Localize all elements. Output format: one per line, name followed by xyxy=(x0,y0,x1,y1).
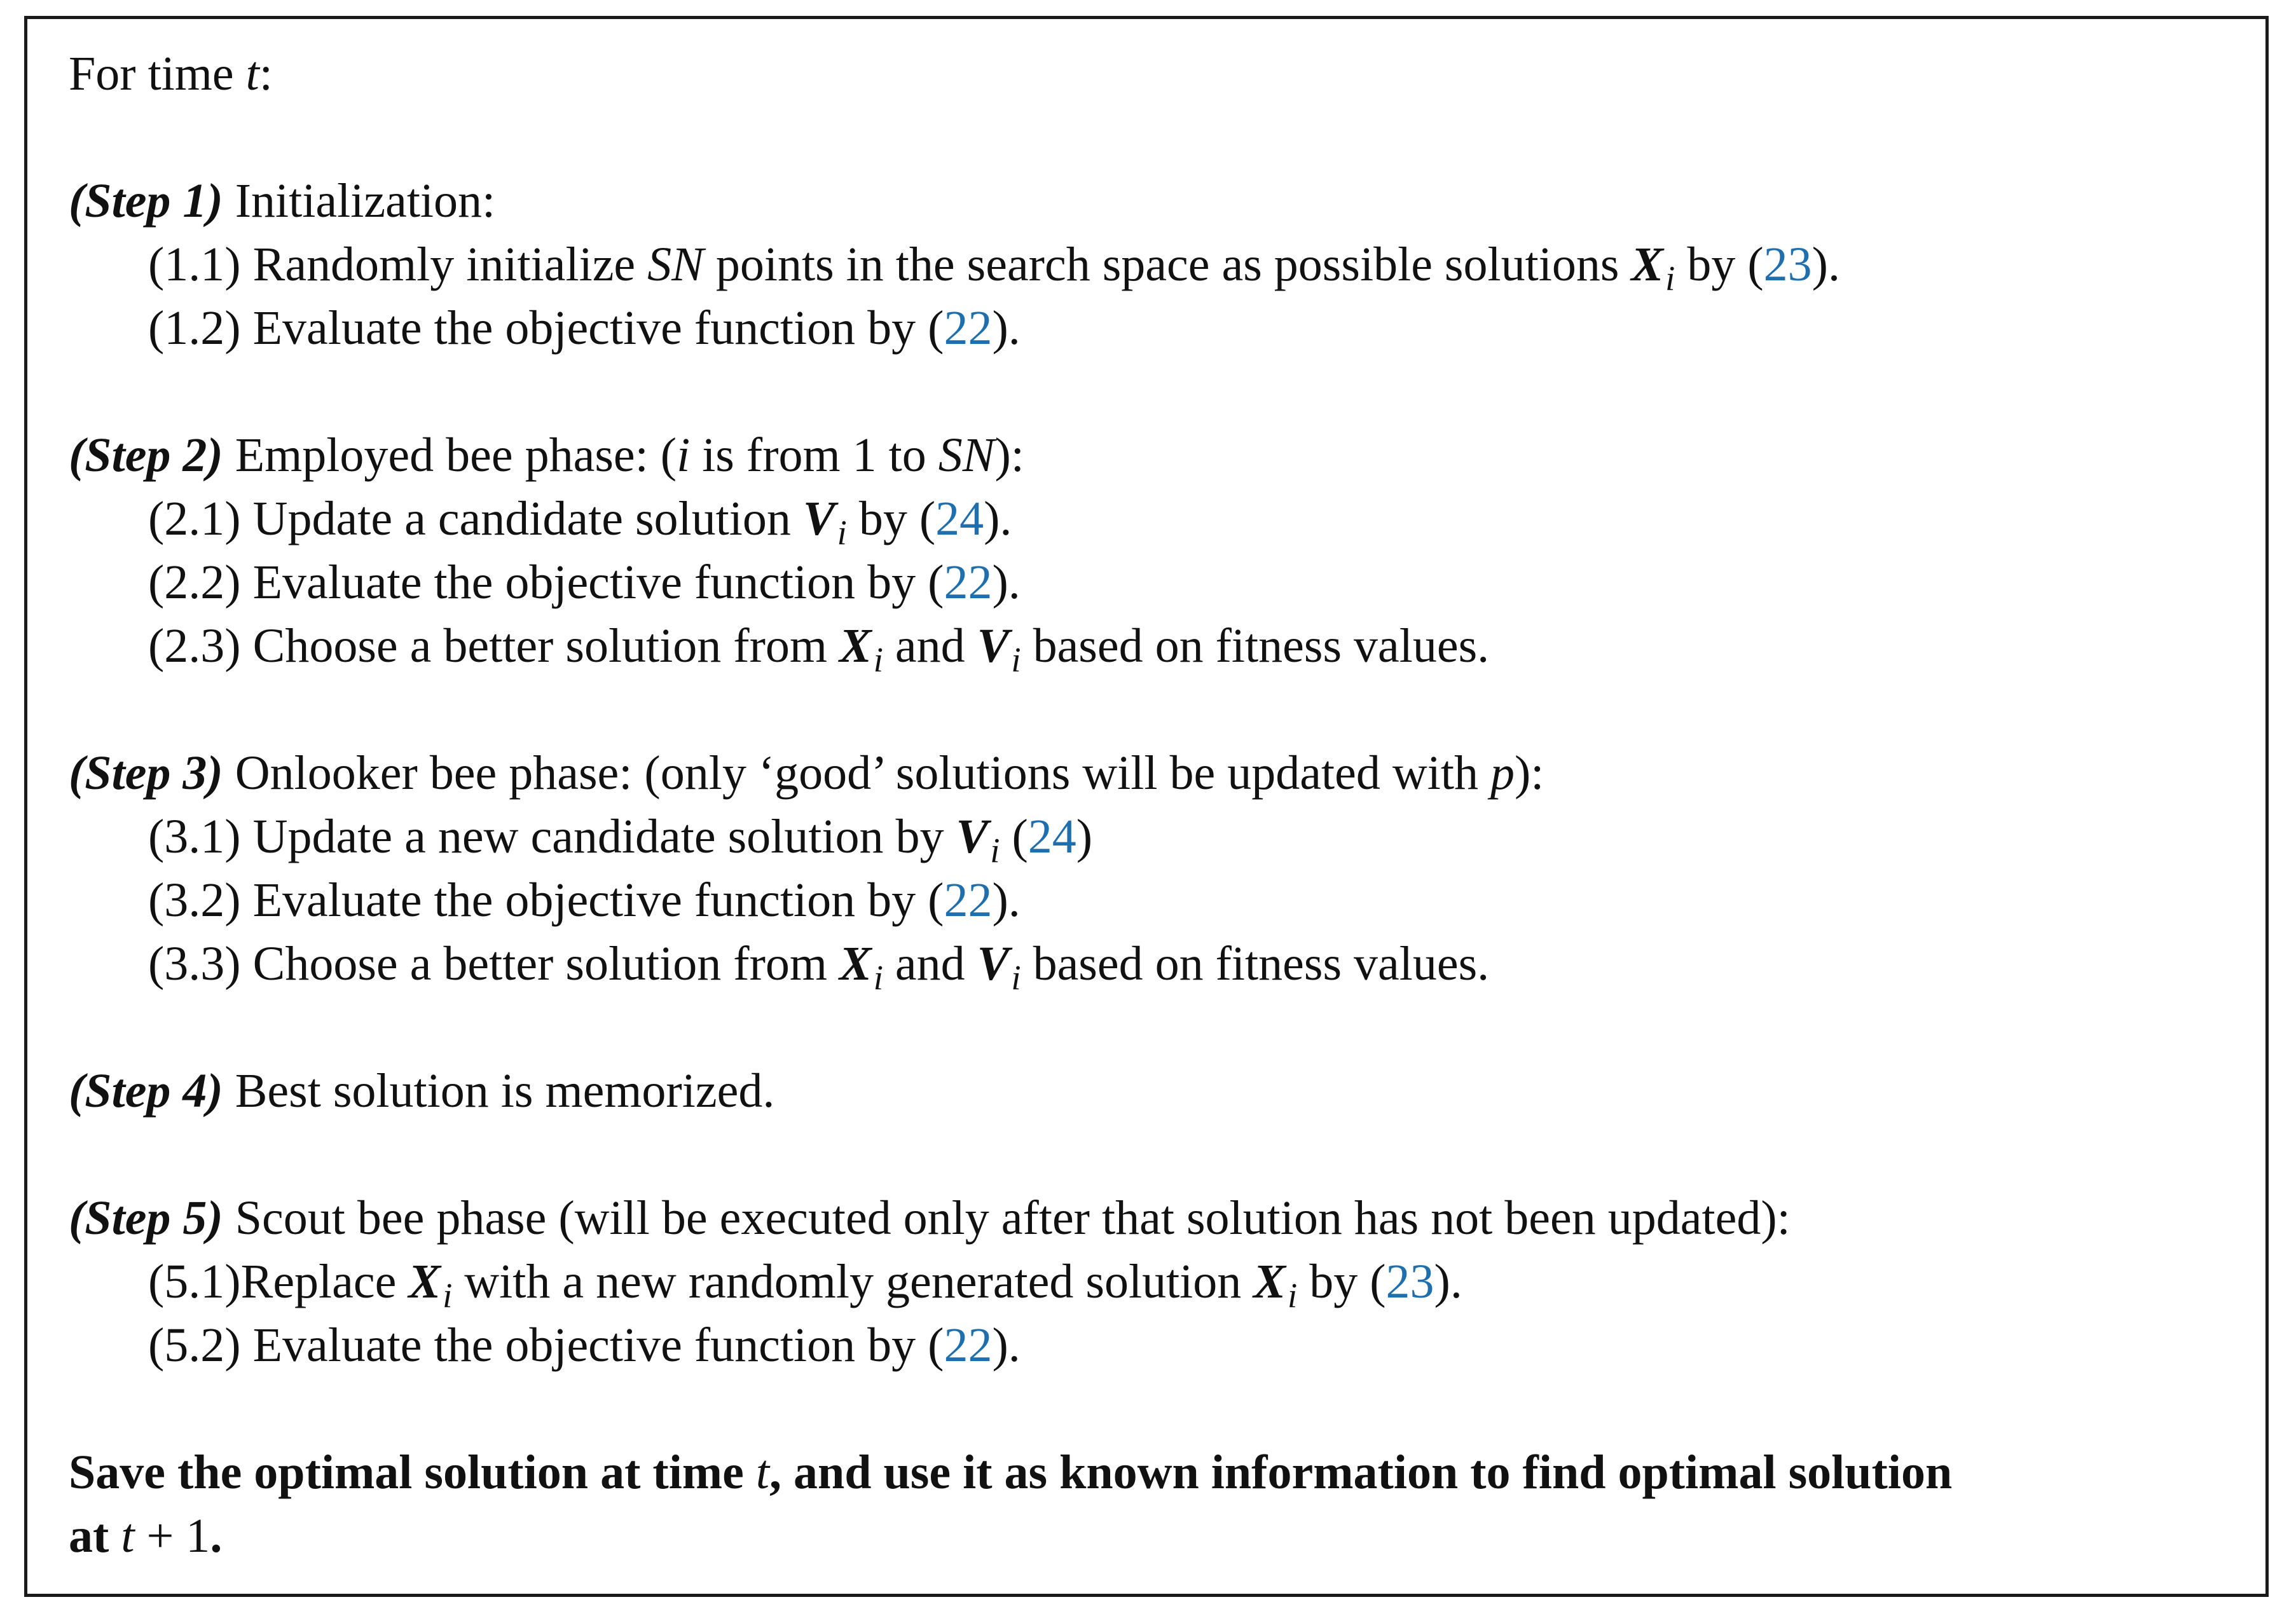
step3-label: (Step 3) xyxy=(69,746,223,800)
step2-title-c: ): xyxy=(994,428,1024,482)
step5-1-b: with a new randomly generated solution xyxy=(452,1255,1254,1308)
step2-2 xyxy=(148,551,1021,614)
step3-3-a: Choose a better solution from xyxy=(252,937,840,990)
subscript-i: i xyxy=(1665,259,1675,298)
step5-2-a: Evaluate the objective function by ( xyxy=(252,1318,944,1372)
step5-1-d: ). xyxy=(1434,1255,1462,1308)
step2-title-b: is from 1 to xyxy=(690,428,938,482)
step3-title-b: ): xyxy=(1514,746,1544,800)
step1-2-num: (1.2) xyxy=(148,301,253,355)
step5-label: (Step 5) xyxy=(69,1191,223,1245)
algorithm-box xyxy=(24,16,2269,1597)
eq-ref-link[interactable]: 24 xyxy=(935,492,984,545)
step2-3-c: based on fitness values. xyxy=(1021,619,1490,673)
step3-1-a: Update a new candidate solution by xyxy=(252,810,956,863)
sn-var: SN xyxy=(647,238,704,291)
step2-title: Employed bee phase: ( xyxy=(223,428,677,482)
subscript-i: i xyxy=(873,640,883,680)
t-var: t xyxy=(755,1446,769,1499)
step5-2-num: (5.2) xyxy=(148,1318,253,1372)
step3-2 xyxy=(148,868,1021,932)
eq-ref-link[interactable]: 22 xyxy=(944,301,993,355)
step1-1-d: ). xyxy=(1811,238,1840,291)
step3-1-b: ( xyxy=(1000,810,1028,863)
subscript-i: i xyxy=(837,513,847,552)
step3-1-num: (3.1) xyxy=(148,810,253,863)
vector-x: X xyxy=(1253,1255,1286,1308)
step2-label: (Step 2) xyxy=(69,428,223,482)
step3-2-num: (3.2) xyxy=(148,873,253,927)
step2-1-c: ). xyxy=(984,492,1012,545)
final-line-2 xyxy=(69,1504,222,1568)
step3-3-c: based on fitness values. xyxy=(1021,937,1490,990)
final-text-c: at xyxy=(69,1509,121,1563)
step2-1 xyxy=(148,487,1012,551)
vector-v: V xyxy=(802,492,835,545)
step1-title: Initialization: xyxy=(223,174,496,228)
vector-v: V xyxy=(977,937,1010,990)
eq-ref-link[interactable]: 22 xyxy=(944,873,993,927)
step3-1-c: ) xyxy=(1076,810,1093,863)
step1-1 xyxy=(148,233,1840,296)
intro-var: t xyxy=(245,47,259,100)
step1-2-a: Evaluate the objective function by ( xyxy=(252,301,944,355)
step1-2 xyxy=(148,296,1021,360)
t-var: t xyxy=(121,1509,135,1563)
subscript-i: i xyxy=(873,958,883,997)
eq-ref-link[interactable]: 23 xyxy=(1385,1255,1434,1308)
final-text-d: . xyxy=(210,1509,223,1563)
intro-suffix: : xyxy=(259,47,273,100)
intro-prefix: For time xyxy=(69,47,246,100)
step3-3 xyxy=(148,932,1489,996)
step3-3-b: and xyxy=(883,937,977,990)
step2-heading xyxy=(69,423,1024,487)
step3-heading xyxy=(69,741,1544,805)
eq-ref-link[interactable]: 24 xyxy=(1028,810,1076,863)
step2-3 xyxy=(148,614,1489,678)
intro-line xyxy=(69,42,273,106)
subscript-i: i xyxy=(1011,640,1021,680)
step2-3-b: and xyxy=(883,619,977,673)
step2-3-a: Choose a better solution from xyxy=(252,619,840,673)
step3-1 xyxy=(148,805,1092,868)
vector-v: V xyxy=(956,810,989,863)
eq-ref-link[interactable]: 22 xyxy=(944,556,993,609)
subscript-i: i xyxy=(1011,958,1021,997)
eq-ref-link[interactable]: 23 xyxy=(1763,238,1812,291)
subscript-i: i xyxy=(1288,1276,1298,1315)
eq-ref-link[interactable]: 22 xyxy=(944,1318,993,1372)
subscript-i: i xyxy=(443,1276,453,1315)
step5-2 xyxy=(148,1313,1021,1377)
step5-1-a: Replace xyxy=(240,1255,409,1308)
step1-1-num: (1.1) xyxy=(148,238,253,291)
step4-heading xyxy=(69,1059,774,1123)
step2-1-a: Update a candidate solution xyxy=(252,492,803,545)
step5-1-num: (5.1) xyxy=(148,1255,241,1308)
final-text-b: , and use it as known information to find optimal solution xyxy=(769,1446,1953,1499)
plus-one: + 1 xyxy=(134,1509,210,1563)
final-text-a: Save the optimal solution at time xyxy=(69,1446,756,1499)
step1-label: (Step 1) xyxy=(69,174,223,228)
step3-title: Onlooker bee phase: (only ‘good’ solutions will be updated with xyxy=(223,746,1490,800)
p-var: p xyxy=(1490,746,1515,800)
step4-title: Best solution is memorized. xyxy=(223,1064,775,1118)
step5-heading xyxy=(69,1186,1791,1250)
step3-3-num: (3.3) xyxy=(148,937,253,990)
i-var: i xyxy=(677,428,691,482)
step1-1-a: Randomly initialize xyxy=(252,238,648,291)
vector-x: X xyxy=(839,619,872,673)
vector-v: V xyxy=(977,619,1010,673)
final-line-1 xyxy=(69,1441,1952,1504)
step2-3-num: (2.3) xyxy=(148,619,253,673)
step2-2-a: Evaluate the objective function by ( xyxy=(252,556,944,609)
vector-x: X xyxy=(408,1255,441,1308)
step1-1-b: points in the search space as possible solutions xyxy=(703,238,1632,291)
step2-1-b: by ( xyxy=(846,492,936,545)
step5-1 xyxy=(148,1250,1462,1313)
step3-2-b: ). xyxy=(992,873,1021,927)
step5-1-c: by ( xyxy=(1297,1255,1386,1308)
step2-2-num: (2.2) xyxy=(148,556,253,609)
step1-heading xyxy=(69,169,495,233)
step2-1-num: (2.1) xyxy=(148,492,253,545)
step2-2-b: ). xyxy=(992,556,1021,609)
step1-2-b: ). xyxy=(992,301,1021,355)
vector-x: X xyxy=(1631,238,1664,291)
step5-title: Scout bee phase (will be executed only after that solution has not been updated): xyxy=(223,1191,1791,1245)
step3-2-a: Evaluate the objective function by ( xyxy=(252,873,944,927)
step1-1-c: by ( xyxy=(1675,238,1764,291)
step5-2-b: ). xyxy=(992,1318,1021,1372)
subscript-i: i xyxy=(990,831,1000,870)
sn-var: SN xyxy=(938,428,995,482)
vector-x: X xyxy=(839,937,872,990)
step4-label: (Step 4) xyxy=(69,1064,223,1118)
